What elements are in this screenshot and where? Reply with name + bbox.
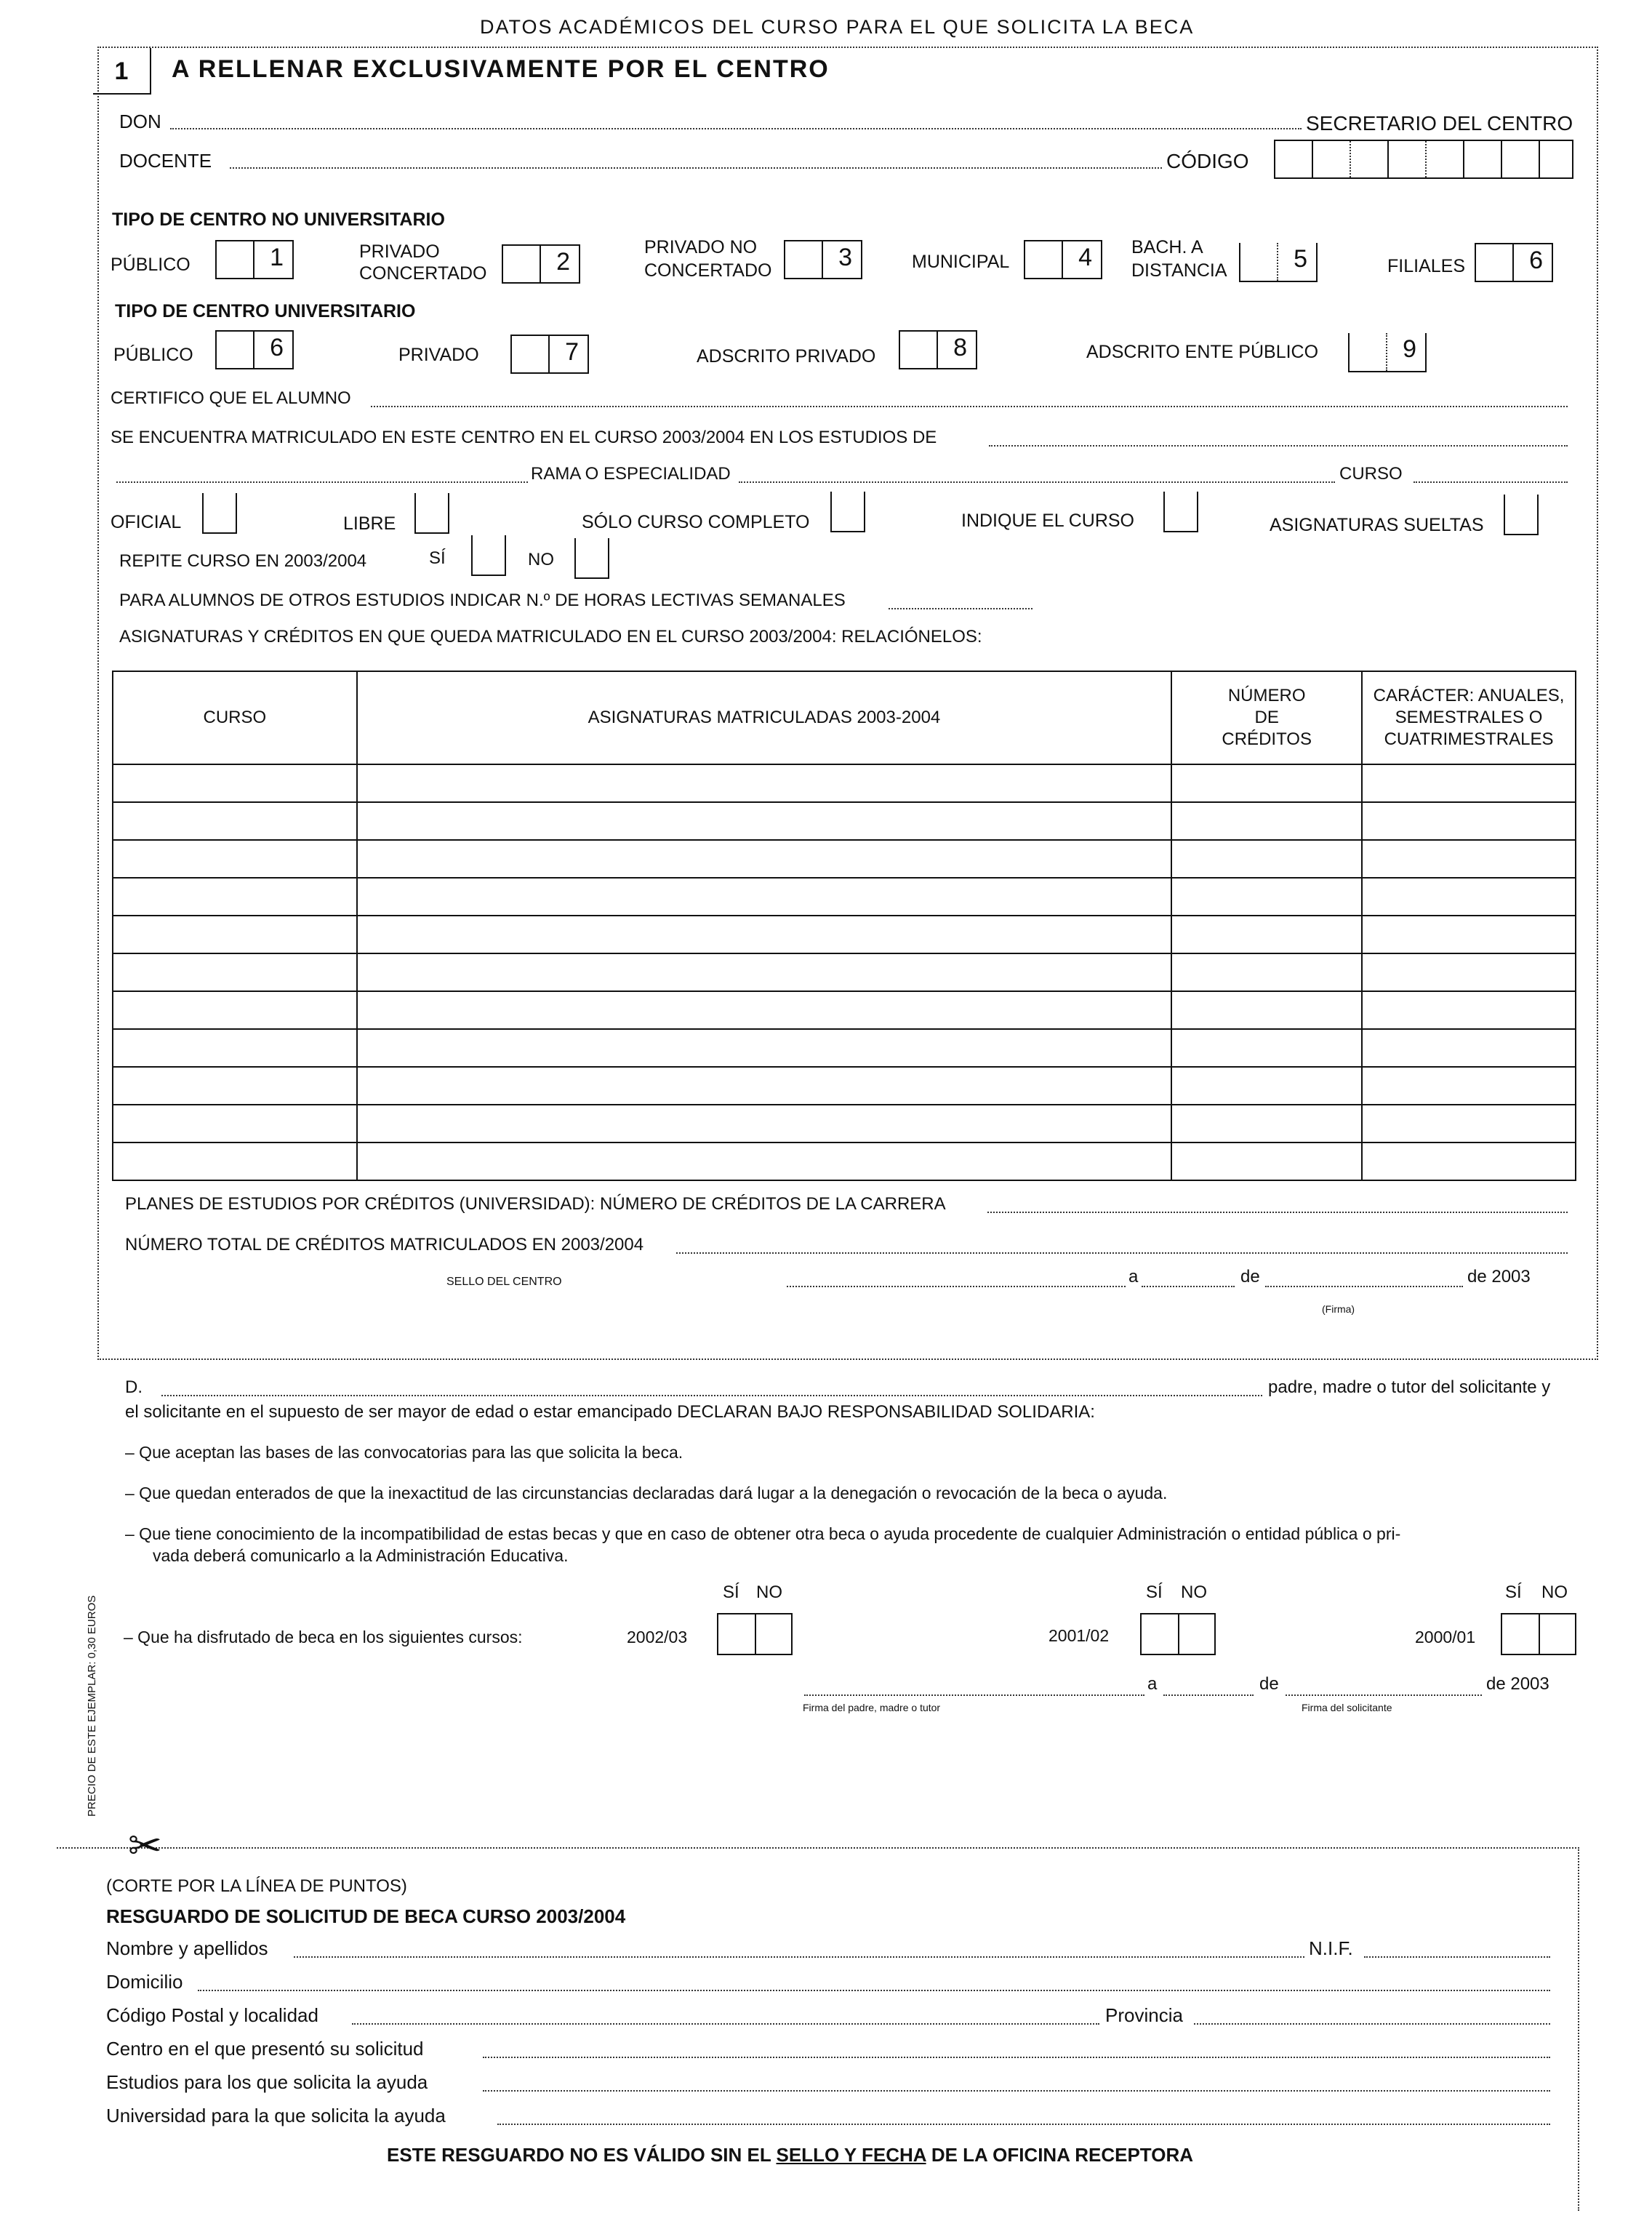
- asignaturas-sueltas-checkbox[interactable]: [1504, 495, 1539, 535]
- asignaturas-sueltas-label: ASIGNATURAS SUELTAS: [1270, 515, 1484, 535]
- col-header-creditos: NÚMERO DE CRÉDITOS: [1171, 671, 1362, 764]
- table-cell-curso[interactable]: [113, 764, 357, 802]
- table-cell-creditos[interactable]: [1171, 1067, 1362, 1105]
- indique-curso-checkbox[interactable]: [1163, 492, 1198, 532]
- table-cell-curso[interactable]: [113, 840, 357, 878]
- receipt-right-border: [1578, 1847, 1579, 2211]
- receipt-estudios-label: Estudios para los que solicita la ayuda: [106, 2071, 428, 2093]
- table-row: [113, 916, 1576, 953]
- receipt-nif-field[interactable]: [1364, 1956, 1550, 1958]
- horas-label: PARA ALUMNOS DE OTROS ESTUDIOS INDICAR N.º DE HORAS LECTIVAS SEMANALES: [119, 591, 846, 610]
- codigo-boxes[interactable]: [1274, 140, 1573, 179]
- total-creditos-field[interactable]: [676, 1252, 1568, 1254]
- no-univ-label-1: PÚBLICO: [111, 255, 191, 275]
- no-univ-label-3b: CONCERTADO: [644, 260, 772, 281]
- table-cell-curso[interactable]: [113, 953, 357, 991]
- curso-field[interactable]: [1414, 481, 1568, 483]
- decl-bullet-3a: – Que tiene conocimiento de la incompatibilidad de estas becas y que en caso de obtener otra beca o ayuda procedente de cualquier Administración o entidad pública o pri-: [125, 1524, 1401, 1543]
- receipt-provincia-label: Provincia: [1105, 2004, 1183, 2026]
- docente-label: DOCENTE: [119, 150, 212, 172]
- table-cell-creditos[interactable]: [1171, 878, 1362, 916]
- receipt-domicilio-field[interactable]: [198, 1990, 1550, 1991]
- certifico-label: CERTIFICO QUE EL ALUMNO: [111, 388, 351, 408]
- oficial-label: OFICIAL: [111, 512, 182, 532]
- planes-label: PLANES DE ESTUDIOS POR CRÉDITOS (UNIVERSIDAD): NÚMERO DE CRÉDITOS DE LA CARRERA: [125, 1194, 946, 1214]
- codigo-label: CÓDIGO: [1166, 150, 1249, 172]
- rama-label: RAMA O ESPECIALIDAD: [531, 464, 731, 484]
- table-cell-curso[interactable]: [113, 916, 357, 953]
- no-univ-box-5[interactable]: 5: [1239, 243, 1318, 282]
- firma-label: (Firma): [1322, 1303, 1355, 1315]
- decl-nombre-field[interactable]: [161, 1395, 1262, 1396]
- table-cell-curso[interactable]: [113, 1105, 357, 1142]
- asignaturas-table: [112, 671, 1576, 1181]
- table-row: [113, 764, 1576, 802]
- table-cell-caracter[interactable]: [1362, 840, 1576, 878]
- table-cell-curso[interactable]: [113, 1029, 357, 1067]
- table-cell-asignatura[interactable]: [357, 764, 1172, 802]
- table-cell-asignatura[interactable]: [357, 953, 1172, 991]
- disfrutado-label: – Que ha disfrutado de beca en los siguientes cursos:: [124, 1628, 523, 1646]
- univ-label-1: PÚBLICO: [113, 345, 193, 365]
- table-cell-creditos[interactable]: [1171, 764, 1362, 802]
- no-univ-label-6: FILIALES: [1387, 256, 1465, 276]
- table-row: [113, 878, 1576, 916]
- receipt-centro-label: Centro en el que presentó su solicitud: [106, 2038, 424, 2060]
- table-cell-creditos[interactable]: [1171, 953, 1362, 991]
- decl-bullet-3b: vada deberá comunicarlo a la Administración Educativa.: [153, 1546, 569, 1565]
- table-cell-asignatura[interactable]: [357, 1142, 1172, 1180]
- si-header-3: SÍ: [1505, 1582, 1522, 1602]
- table-body: [113, 764, 1576, 1180]
- decl-d-label: D.: [125, 1377, 143, 1397]
- receipt-nif-label: N.I.F.: [1309, 1937, 1353, 1959]
- no-univ-label-4: MUNICIPAL: [912, 252, 1010, 272]
- repite-no-label: NO: [528, 550, 554, 569]
- year-1-si-no-boxes[interactable]: [717, 1613, 793, 1655]
- table-cell-creditos[interactable]: [1171, 840, 1362, 878]
- receipt-footer: [387, 2144, 1193, 2166]
- fecha-a-label: a: [1128, 1267, 1139, 1286]
- table-row: [113, 953, 1576, 991]
- price-side-text: PRECIO DE ESTE EJEMPLAR: 0,30 EUROS: [86, 1595, 98, 1817]
- table-row: [113, 991, 1576, 1029]
- solo-curso-checkbox[interactable]: [830, 492, 865, 532]
- year-label-2: 2001/02: [1048, 1626, 1110, 1645]
- horas-field[interactable]: [889, 608, 1032, 609]
- tipo-univ-heading: TIPO DE CENTRO UNIVERSITARIO: [115, 301, 416, 321]
- table-cell-curso[interactable]: [113, 991, 357, 1029]
- fecha-lugar-field[interactable]: [787, 1286, 1126, 1287]
- decl-fecha-de: de: [1259, 1674, 1279, 1694]
- receipt-footer-underline: SELLO Y FECHA: [776, 2144, 926, 2166]
- table-cell-asignatura[interactable]: [357, 1029, 1172, 1067]
- col-header-caracter: CARÁCTER: ANUALES, SEMESTRALES O CUATRIMESTRALES: [1362, 671, 1576, 764]
- table-cell-asignatura[interactable]: [357, 991, 1172, 1029]
- alumno-field[interactable]: [371, 406, 1568, 407]
- repite-label: REPITE CURSO EN 2003/2004: [119, 551, 367, 571]
- decl-fecha-a: a: [1147, 1674, 1158, 1694]
- table-row: [113, 802, 1576, 840]
- no-header-3: NO: [1541, 1582, 1568, 1602]
- solo-curso-label: SÓLO CURSO COMPLETO: [582, 512, 810, 532]
- libre-checkbox[interactable]: [414, 493, 449, 534]
- firma-solicitante-label: Firma del solicitante: [1302, 1702, 1392, 1713]
- univ-label-2: PRIVADO: [398, 345, 479, 365]
- receipt-provincia-field[interactable]: [1194, 2023, 1550, 2025]
- table-cell-caracter[interactable]: [1362, 991, 1576, 1029]
- no-header-1: NO: [756, 1582, 782, 1602]
- receipt-centro-field[interactable]: [483, 2057, 1550, 2058]
- no-univ-label-2a: PRIVADO: [359, 241, 440, 262]
- table-cell-caracter[interactable]: [1362, 1029, 1576, 1067]
- table-cell-creditos[interactable]: [1171, 916, 1362, 953]
- si-header-1: SÍ: [723, 1582, 739, 1602]
- don-field[interactable]: [170, 128, 1302, 129]
- table-cell-caracter[interactable]: [1362, 1142, 1576, 1180]
- no-univ-box-2[interactable]: 2: [502, 244, 580, 284]
- table-header-row: [113, 671, 1576, 764]
- receipt-estudios-field[interactable]: [483, 2090, 1550, 2092]
- cut-line: [57, 1847, 1579, 1849]
- receipt-nombre-label: Nombre y apellidos: [106, 1937, 268, 1959]
- table-cell-asignatura[interactable]: [357, 916, 1172, 953]
- table-cell-curso[interactable]: [113, 1067, 357, 1105]
- table-cell-creditos[interactable]: [1171, 1029, 1362, 1067]
- col-header-asignaturas: ASIGNATURAS MATRICULADAS 2003-2004: [357, 671, 1172, 764]
- docente-field[interactable]: [230, 167, 1162, 169]
- receipt-cp-label: Código Postal y localidad: [106, 2004, 318, 2026]
- repite-no-checkbox[interactable]: [574, 538, 609, 579]
- repite-si-label: SÍ: [429, 548, 446, 568]
- table-row: [113, 1067, 1576, 1105]
- decl-fecha-year: de 2003: [1486, 1674, 1549, 1694]
- receipt-footer-post: DE LA OFICINA RECEPTORA: [926, 2144, 1193, 2166]
- table-row: [113, 1142, 1576, 1180]
- receipt-title: RESGUARDO DE SOLICITUD DE BECA CURSO 2003/2004: [106, 1905, 626, 1927]
- univ-box-1[interactable]: 6: [215, 330, 294, 369]
- table-cell-curso[interactable]: [113, 1142, 357, 1180]
- table-row: [113, 1105, 1576, 1142]
- table-cell-creditos[interactable]: [1171, 991, 1362, 1029]
- table-cell-asignatura[interactable]: [357, 802, 1172, 840]
- decl-line2: el solicitante en el supuesto de ser mayor de edad o estar emancipado DECLARAN BAJO RESPONSABILIDAD SOLIDARIA:: [125, 1402, 1095, 1422]
- no-univ-box-4[interactable]: 4: [1024, 240, 1102, 279]
- table-row: [113, 1029, 1576, 1067]
- receipt-universidad-field[interactable]: [497, 2124, 1550, 2125]
- curso-label: CURSO: [1339, 464, 1403, 484]
- section1-number-box: [93, 48, 151, 95]
- scissors-icon: ✂: [128, 1822, 162, 1868]
- total-creditos-label: NÚMERO TOTAL DE CRÉDITOS MATRICULADOS EN 2003/2004: [125, 1235, 644, 1254]
- table-cell-caracter[interactable]: [1362, 764, 1576, 802]
- secretario-label: SECRETARIO DEL CENTRO: [1306, 112, 1573, 135]
- univ-box-2[interactable]: 7: [510, 335, 589, 374]
- libre-label: LIBRE: [343, 513, 396, 534]
- fecha-de-label: de: [1240, 1267, 1260, 1286]
- estudios-field-2[interactable]: [116, 481, 528, 483]
- decl-padre-label: padre, madre o tutor del solicitante y: [1268, 1377, 1551, 1397]
- fecha-dia-field[interactable]: [1142, 1286, 1235, 1287]
- receipt-nombre-field[interactable]: [294, 1956, 1304, 1958]
- table-cell-caracter[interactable]: [1362, 916, 1576, 953]
- receipt-cp-field[interactable]: [352, 2023, 1099, 2025]
- fecha-year-label: de 2003: [1467, 1267, 1531, 1286]
- receipt-corte-label: (CORTE POR LA LÍNEA DE PUNTOS): [106, 1876, 407, 1896]
- table-cell-asignatura[interactable]: [357, 840, 1172, 878]
- table-cell-asignatura[interactable]: [357, 1067, 1172, 1105]
- col-header-curso: CURSO: [113, 671, 357, 764]
- sello-label: SELLO DEL CENTRO: [446, 1276, 562, 1288]
- univ-label-4: ADSCRITO ENTE PÚBLICO: [1086, 342, 1319, 362]
- estudios-field[interactable]: [989, 445, 1568, 447]
- no-univ-box-6[interactable]: 6: [1475, 243, 1553, 282]
- year-label-3: 2000/01: [1415, 1628, 1476, 1646]
- repite-si-checkbox[interactable]: [471, 535, 506, 576]
- receipt-domicilio-label: Domicilio: [106, 1971, 183, 1993]
- table-cell-caracter[interactable]: [1362, 1105, 1576, 1142]
- no-header-2: NO: [1181, 1582, 1207, 1602]
- decl-fecha-lugar-field[interactable]: [804, 1694, 1144, 1696]
- decl-fecha-dia-field[interactable]: [1163, 1694, 1254, 1696]
- receipt-universidad-label: Universidad para la que solicita la ayuda: [106, 2105, 446, 2126]
- univ-box-3[interactable]: 8: [899, 330, 977, 369]
- receipt-footer-pre: ESTE RESGUARDO NO ES VÁLIDO SIN EL: [387, 2144, 777, 2166]
- no-univ-box-3[interactable]: 3: [784, 240, 862, 279]
- table-row: [113, 840, 1576, 878]
- planes-field[interactable]: [987, 1212, 1568, 1213]
- oficial-checkbox[interactable]: [202, 493, 237, 534]
- year-2-si-no-boxes[interactable]: [1140, 1613, 1216, 1655]
- year-label-1: 2002/03: [627, 1628, 688, 1646]
- table-cell-caracter[interactable]: [1362, 1067, 1576, 1105]
- no-univ-label-5b: DISTANCIA: [1131, 260, 1227, 281]
- tipo-no-univ-heading: TIPO DE CENTRO NO UNIVERSITARIO: [112, 209, 445, 230]
- si-header-2: SÍ: [1146, 1582, 1163, 1602]
- no-univ-box-1[interactable]: 1: [215, 240, 294, 279]
- decl-fecha-mes-field[interactable]: [1286, 1694, 1482, 1696]
- decl-bullet-2: – Que quedan enterados de que la inexactitud de las circunstancias declaradas dará lugar a la denegación o revocación de la beca o ayuda.: [125, 1484, 1168, 1502]
- don-label: DON: [119, 111, 161, 132]
- table-cell-caracter[interactable]: [1362, 878, 1576, 916]
- table-cell-creditos[interactable]: [1171, 1105, 1362, 1142]
- table-cell-curso[interactable]: [113, 878, 357, 916]
- table-cell-creditos[interactable]: [1171, 1142, 1362, 1180]
- table-cell-caracter[interactable]: [1362, 953, 1576, 991]
- univ-label-3: ADSCRITO PRIVADO: [697, 346, 876, 367]
- univ-box-4[interactable]: 9: [1348, 333, 1427, 372]
- table-cell-curso[interactable]: [113, 802, 357, 840]
- no-univ-label-3a: PRIVADO NO: [644, 237, 758, 257]
- firma-padre-label: Firma del padre, madre o tutor: [803, 1702, 941, 1713]
- page-header-title: DATOS ACADÉMICOS DEL CURSO PARA EL QUE SOLICITA LA BECA: [480, 16, 1195, 38]
- fecha-mes-field[interactable]: [1265, 1286, 1463, 1287]
- table-cell-creditos[interactable]: [1171, 802, 1362, 840]
- matriculado-label: SE ENCUENTRA MATRICULADO EN ESTE CENTRO EN EL CURSO 2003/2004 EN LOS ESTUDIOS DE: [111, 428, 937, 447]
- section1-number: 1: [114, 57, 129, 85]
- no-univ-label-2b: CONCERTADO: [359, 263, 487, 284]
- year-3-si-no-boxes[interactable]: [1501, 1613, 1576, 1655]
- table-cell-caracter[interactable]: [1362, 802, 1576, 840]
- indique-curso-label: INDIQUE EL CURSO: [961, 511, 1135, 531]
- asignaturas-intro: ASIGNATURAS Y CRÉDITOS EN QUE QUEDA MATRICULADO EN EL CURSO 2003/2004: RELACIÓNELOS:: [119, 627, 982, 647]
- no-univ-label-5a: BACH. A: [1131, 237, 1203, 257]
- table-cell-asignatura[interactable]: [357, 1105, 1172, 1142]
- table-cell-asignatura[interactable]: [357, 878, 1172, 916]
- section1-title: A RELLENAR EXCLUSIVAMENTE POR EL CENTRO: [172, 55, 830, 83]
- decl-bullet-1: – Que aceptan las bases de las convocatorias para las que solicita la beca.: [125, 1443, 683, 1462]
- rama-field[interactable]: [739, 481, 1335, 483]
